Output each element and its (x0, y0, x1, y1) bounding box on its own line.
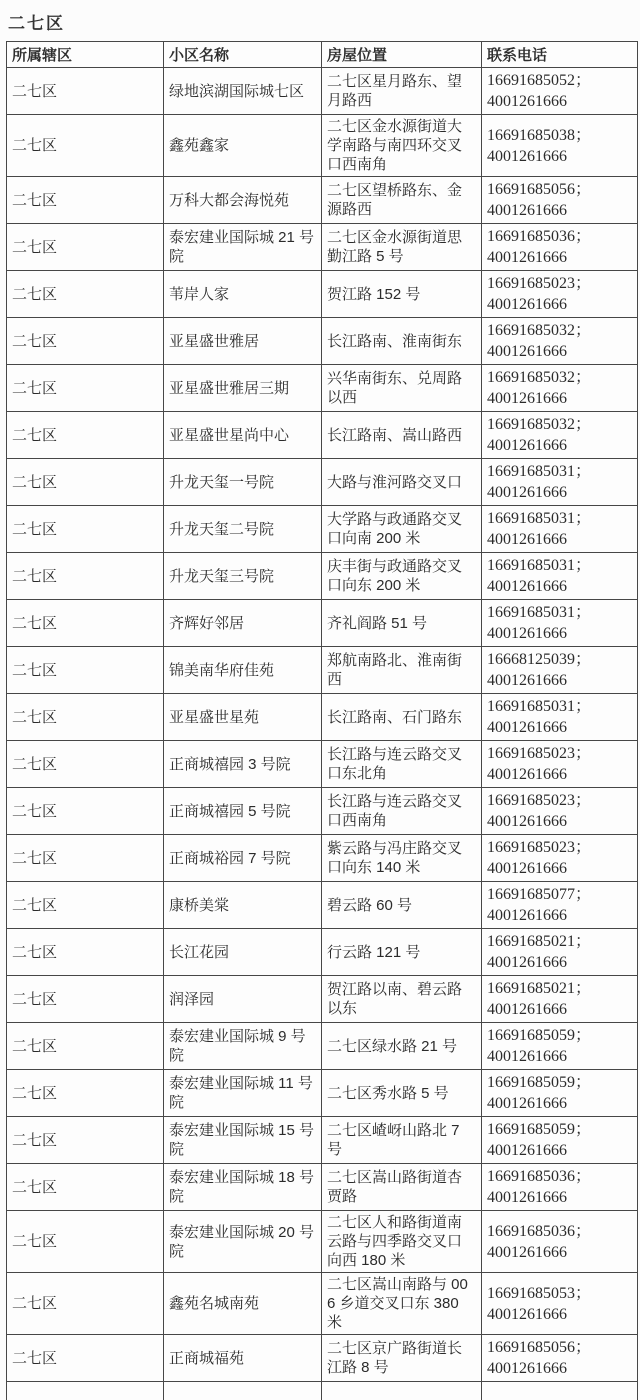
hotline-phone-number: 4001261666 (487, 341, 632, 362)
mobile-phone-number: 16691685031； (487, 461, 632, 482)
hotline-phone-number: 4001261666 (487, 905, 632, 926)
table-row (7, 694, 638, 741)
phone-cell (482, 271, 638, 318)
table-row (7, 1023, 638, 1070)
table-row (7, 1117, 638, 1164)
table-row (7, 929, 638, 976)
location-cell: 齐礼阎路 51 号 (322, 600, 482, 647)
mobile-phone-number: 16691685059； (487, 1119, 632, 1140)
hotline-phone-number: 4001261666 (487, 670, 632, 691)
table-row (7, 976, 638, 1023)
table-row (7, 1273, 638, 1335)
location-cell: 二七区人和路街道南云路与四季路交叉口向西 180 米 (322, 1211, 482, 1273)
table-row (7, 318, 638, 365)
table-row (7, 506, 638, 553)
location-cell: 长江路南、嵩山路西 (322, 412, 482, 459)
hotline-phone-number: 4001261666 (487, 529, 632, 550)
hotline-phone-number: 4001261666 (487, 576, 632, 597)
mobile-phone-number: 16691685056； (487, 179, 632, 200)
mobile-phone-number: 16691685023； (487, 837, 632, 858)
community-name-cell: 亚星盛世星尚中心 (164, 412, 322, 459)
community-name-cell: 升龙天玺三号院 (164, 553, 322, 600)
hotline-phone-number: 4001261666 (487, 247, 632, 268)
location-cell: 长江路南、石门路东 (322, 694, 482, 741)
hotline-phone-number: 4001261666 (487, 146, 632, 167)
table-row (7, 271, 638, 318)
table-row (7, 1070, 638, 1117)
community-name-cell: 泰宏建业国际城 18 号院 (164, 1164, 322, 1211)
district-cell: 二七区 (7, 68, 164, 115)
hotline-phone-number: 4001261666 (487, 623, 632, 644)
table-row (7, 224, 638, 271)
mobile-phone-number: 16691685059； (487, 1072, 632, 1093)
location-cell: 庆丰街与政通路交叉口向东 200 米 (322, 553, 482, 600)
phone-cell (482, 882, 638, 929)
hotline-phone-number: 4001261666 (487, 200, 632, 221)
hotline-phone-number: 4001261666 (487, 952, 632, 973)
community-name-cell: 泰宏建业国际城 21 号院 (164, 224, 322, 271)
table-row (7, 788, 638, 835)
district-cell: 二七区 (7, 1070, 164, 1117)
district-cell: 二七区 (7, 835, 164, 882)
empty-cell (7, 1382, 164, 1400)
hotline-phone-number: 4001261666 (487, 999, 632, 1020)
mobile-phone-number: 16691685077； (487, 884, 632, 905)
district-cell: 二七区 (7, 1273, 164, 1335)
hotline-phone-number: 4001261666 (487, 294, 632, 315)
phone-cell (482, 68, 638, 115)
district-cell: 二七区 (7, 1023, 164, 1070)
table-row (7, 365, 638, 412)
phone-cell (482, 647, 638, 694)
location-cell: 大路与淮河路交叉口 (322, 459, 482, 506)
hotline-phone-number: 4001261666 (487, 388, 632, 409)
table-row (7, 553, 638, 600)
table-row (7, 1211, 638, 1273)
mobile-phone-number: 16691685021； (487, 931, 632, 952)
location-cell: 二七区嵩山路街道杏贾路 (322, 1164, 482, 1211)
table-row (7, 882, 638, 929)
district-cell: 二七区 (7, 177, 164, 224)
location-cell: 二七区嵖岈山路北 7 号 (322, 1117, 482, 1164)
community-name-cell: 锦美南华府佳苑 (164, 647, 322, 694)
phone-cell (482, 412, 638, 459)
hotline-phone-number: 4001261666 (487, 1242, 632, 1263)
mobile-phone-number: 16691685032； (487, 367, 632, 388)
phone-cell (482, 506, 638, 553)
hotline-phone-number: 4001261666 (487, 1187, 632, 1208)
district-cell: 二七区 (7, 553, 164, 600)
table-row (7, 68, 638, 115)
community-name-cell: 亚星盛世雅居三期 (164, 365, 322, 412)
mobile-phone-number: 16691685036； (487, 1221, 632, 1242)
hotline-phone-number: 4001261666 (487, 1358, 632, 1379)
mobile-phone-number: 16691685031； (487, 696, 632, 717)
table-row (7, 600, 638, 647)
community-name-cell: 正商城裕园 7 号院 (164, 835, 322, 882)
location-cell: 二七区嵩山南路与 006 乡道交叉口东 380 米 (322, 1273, 482, 1335)
location-cell: 贺江路 152 号 (322, 271, 482, 318)
phone-cell (482, 1117, 638, 1164)
location-cell: 郑航南路北、淮南街西 (322, 647, 482, 694)
phone-cell (482, 1211, 638, 1273)
location-cell: 二七区京广路街道长江路 8 号 (322, 1335, 482, 1382)
empty-cell (164, 1382, 322, 1400)
table-row (7, 459, 638, 506)
district-cell: 二七区 (7, 929, 164, 976)
hotline-phone-number: 4001261666 (487, 435, 632, 456)
location-cell: 兴华南街东、兑周路以西 (322, 365, 482, 412)
district-cell: 二七区 (7, 1117, 164, 1164)
community-name-cell: 长江花园 (164, 929, 322, 976)
table-row-partial (7, 1382, 638, 1400)
location-cell: 二七区望桥路东、金源路西 (322, 177, 482, 224)
community-name-cell: 康桥美棠 (164, 882, 322, 929)
phone-cell (482, 600, 638, 647)
column-header-0: 所属辖区 (7, 42, 164, 68)
community-name-cell: 泰宏建业国际城 11 号院 (164, 1070, 322, 1117)
mobile-phone-number: 16691685059； (487, 1025, 632, 1046)
phone-cell (482, 115, 638, 177)
table-row (7, 412, 638, 459)
district-cell: 二七区 (7, 976, 164, 1023)
column-header-2: 房屋位置 (322, 42, 482, 68)
location-cell: 贺江路以南、碧云路以东 (322, 976, 482, 1023)
hotline-phone-number: 4001261666 (487, 1140, 632, 1161)
table-row (7, 835, 638, 882)
empty-cell (482, 1382, 638, 1400)
phone-cell (482, 1273, 638, 1335)
phone-cell (482, 835, 638, 882)
district-cell: 二七区 (7, 506, 164, 553)
location-cell: 长江路与连云路交叉口东北角 (322, 741, 482, 788)
phone-cell (482, 694, 638, 741)
mobile-phone-number: 16691685052； (487, 70, 632, 91)
community-name-cell: 泰宏建业国际城 9 号院 (164, 1023, 322, 1070)
community-name-cell: 万科大都会海悦苑 (164, 177, 322, 224)
community-name-cell: 泰宏建业国际城 15 号院 (164, 1117, 322, 1164)
mobile-phone-number: 16691685036； (487, 226, 632, 247)
community-name-cell: 亚星盛世雅居 (164, 318, 322, 365)
column-header-1: 小区名称 (164, 42, 322, 68)
phone-cell (482, 365, 638, 412)
mobile-phone-number: 16691685032； (487, 414, 632, 435)
location-cell: 二七区绿水路 21 号 (322, 1023, 482, 1070)
location-cell: 二七区金水源街道思勤江路 5 号 (322, 224, 482, 271)
community-name-cell: 绿地滨湖国际城七区 (164, 68, 322, 115)
mobile-phone-number: 16691685023； (487, 743, 632, 764)
community-name-cell: 亚星盛世星苑 (164, 694, 322, 741)
district-cell: 二七区 (7, 1335, 164, 1382)
phone-cell (482, 929, 638, 976)
community-name-cell: 正商城禧园 3 号院 (164, 741, 322, 788)
page (0, 9, 640, 1400)
mobile-phone-number: 16691685038； (487, 125, 632, 146)
phone-cell (482, 224, 638, 271)
phone-cell (482, 1023, 638, 1070)
location-cell: 长江路与连云路交叉口西南角 (322, 788, 482, 835)
community-name-cell: 鑫苑名城南苑 (164, 1273, 322, 1335)
mobile-phone-number: 16691685031； (487, 555, 632, 576)
column-header-3: 联系电话 (482, 42, 638, 68)
mobile-phone-number: 16691685032； (487, 320, 632, 341)
district-cell: 二七区 (7, 882, 164, 929)
mobile-phone-number: 16668125039； (487, 649, 632, 670)
district-cell: 二七区 (7, 271, 164, 318)
hotline-phone-number: 4001261666 (487, 1304, 632, 1325)
community-name-cell: 升龙天玺二号院 (164, 506, 322, 553)
page-title: 二七区 (8, 9, 640, 34)
district-cell: 二七区 (7, 224, 164, 271)
hotline-phone-number: 4001261666 (487, 811, 632, 832)
phone-cell (482, 459, 638, 506)
phone-cell (482, 788, 638, 835)
phone-cell (482, 1335, 638, 1382)
district-cell: 二七区 (7, 741, 164, 788)
location-cell: 二七区金水源街道大学南路与南四环交叉口西南角 (322, 115, 482, 177)
mobile-phone-number: 16691685031； (487, 602, 632, 623)
location-cell: 行云路 121 号 (322, 929, 482, 976)
mobile-phone-number: 16691685021； (487, 978, 632, 999)
district-cell: 二七区 (7, 694, 164, 741)
district-cell: 二七区 (7, 788, 164, 835)
table-head (7, 42, 638, 68)
district-cell: 二七区 (7, 115, 164, 177)
district-cell: 二七区 (7, 318, 164, 365)
mobile-phone-number: 16691685023； (487, 273, 632, 294)
location-cell: 紫云路与冯庄路交叉口向东 140 米 (322, 835, 482, 882)
mobile-phone-number: 16691685036； (487, 1166, 632, 1187)
district-cell: 二七区 (7, 365, 164, 412)
table-row (7, 115, 638, 177)
community-name-cell: 润泽园 (164, 976, 322, 1023)
community-name-cell: 泰宏建业国际城 20 号院 (164, 1211, 322, 1273)
mobile-phone-number: 16691685056； (487, 1337, 632, 1358)
hotline-phone-number: 4001261666 (487, 1046, 632, 1067)
district-cell: 二七区 (7, 459, 164, 506)
hotline-phone-number: 4001261666 (487, 91, 632, 112)
community-name-cell: 齐辉好邻居 (164, 600, 322, 647)
mobile-phone-number: 16691685023； (487, 790, 632, 811)
phone-cell (482, 318, 638, 365)
phone-cell (482, 1070, 638, 1117)
hotline-phone-number: 4001261666 (487, 1093, 632, 1114)
district-cell: 二七区 (7, 1211, 164, 1273)
district-cell: 二七区 (7, 647, 164, 694)
table-body (7, 68, 638, 1400)
district-cell: 二七区 (7, 600, 164, 647)
phone-cell (482, 177, 638, 224)
hotline-phone-number: 4001261666 (487, 717, 632, 738)
table-row (7, 741, 638, 788)
community-name-cell: 鑫苑鑫家 (164, 115, 322, 177)
mobile-phone-number: 16691685031； (487, 508, 632, 529)
location-cell: 长江路南、淮南街东 (322, 318, 482, 365)
phone-cell (482, 741, 638, 788)
hotline-phone-number: 4001261666 (487, 764, 632, 785)
table-row (7, 177, 638, 224)
location-cell: 二七区秀水路 5 号 (322, 1070, 482, 1117)
table-header-row (7, 42, 638, 68)
table-row (7, 647, 638, 694)
community-contact-table (6, 41, 638, 1400)
location-cell: 碧云路 60 号 (322, 882, 482, 929)
phone-cell (482, 976, 638, 1023)
empty-cell (322, 1382, 482, 1400)
hotline-phone-number: 4001261666 (487, 482, 632, 503)
district-cell: 二七区 (7, 412, 164, 459)
location-cell: 二七区星月路东、望月路西 (322, 68, 482, 115)
district-cell: 二七区 (7, 1164, 164, 1211)
community-name-cell: 升龙天玺一号院 (164, 459, 322, 506)
community-name-cell: 正商城禧园 5 号院 (164, 788, 322, 835)
mobile-phone-number: 16691685053； (487, 1283, 632, 1304)
table-row (7, 1335, 638, 1382)
phone-cell (482, 553, 638, 600)
hotline-phone-number: 4001261666 (487, 858, 632, 879)
community-name-cell: 正商城福苑 (164, 1335, 322, 1382)
community-name-cell: 苇岸人家 (164, 271, 322, 318)
location-cell: 大学路与政通路交叉口向南 200 米 (322, 506, 482, 553)
